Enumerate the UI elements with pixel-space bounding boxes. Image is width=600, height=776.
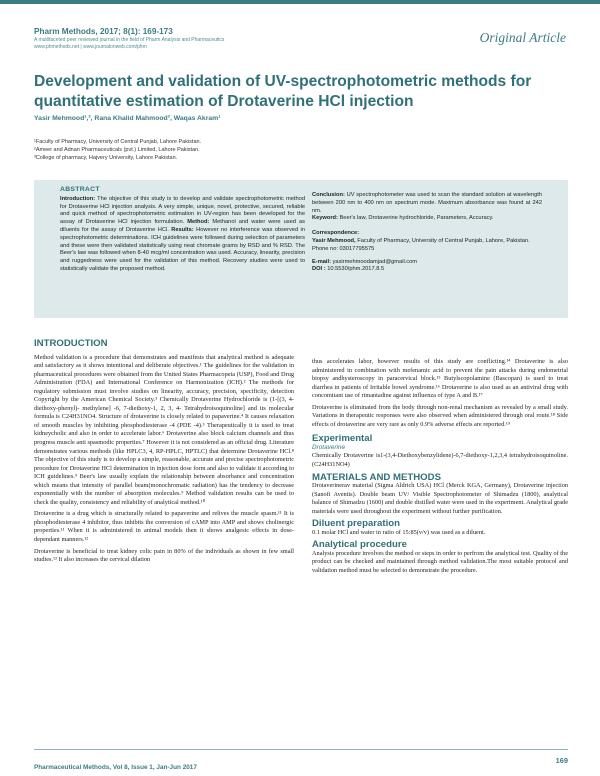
page-footer <box>34 749 568 774</box>
analytical-text: Analysis procedure involves the method or steps in order to perfrom the analytical test. Quality of the product can be checked and maintained through method validation.The most suitable protocol and validation method must be selected to demonstrate the procedure. <box>312 549 568 575</box>
keyword-text: Beer's law, Drotaverine hydrochloride, Parameters, Accuracy. <box>339 215 494 222</box>
footer-citation: Pharmaceutical Methods, Vol 8, Issue 1, Jan-Jun 2017 <box>34 764 197 771</box>
results-label: Results: <box>171 226 194 233</box>
diluent-text: 0.1 molar HCl and water in ratio of 15:85(v/v) was used as a diluent. <box>312 528 486 536</box>
email-link[interactable]: yasirmehmoodamjad@gmail.com <box>332 258 418 265</box>
intro-heading: INTRODUCTION <box>34 338 108 349</box>
method-label: Method: <box>187 219 210 226</box>
journal-citation: Pharm Methods, 2017; 8(1): 169-173 <box>34 27 173 36</box>
experimental-heading: Experimental <box>312 433 373 445</box>
right-column <box>312 358 568 579</box>
experimental-subheading: Drotaverine <box>312 443 346 451</box>
doi-link[interactable]: 10.5530/phm.2017.8.5 <box>327 266 385 273</box>
intro-paragraph-3: Drotaverine is beneficial to treat kidney colic pain in 80% of the individuals as shown in few small studies.¹³ It also increases the cervical dilation <box>34 547 294 564</box>
conclusion-text: UV spectrophotometer was used to scan the standard solution at wavelength between 200 nm to 400 nm on spectrum mode. Maximum absorbance was found at 242 nm. <box>312 192 542 214</box>
journal-url[interactable]: www.phmethods.net | www.journalonweb.com/phm <box>34 43 147 50</box>
affiliation-3: ³College of pharmacy, Hajvery University, Lahore Pakistan. <box>34 155 178 161</box>
author-list: Yasir Mehmood¹,², Rana Khalid Mahmood³, Waqas Akram¹ <box>34 115 221 122</box>
intro-paragraph-2: Drotaverine is a drug which is structurally related to papaverine and relives the muscle spasm.¹¹ It is phosphodiesterase 4 inhibitor, thus inhibits the conversion of cAMP into AMP and shows cholinergic properties.¹¹ When it is administered in animal models then it shows analgesic effects in dose-dependant manners.¹² <box>34 510 294 544</box>
journal-header <box>34 26 454 50</box>
article-type-badge: Original Article <box>479 30 566 45</box>
keyword-label: Keyword: <box>312 215 338 222</box>
top-rule <box>0 0 600 4</box>
corr-affiliation: Faculty of Pharmacy, University of Central Punjab, Lahore, Pakistan. <box>357 237 530 244</box>
results-text: However no interference was observed in spectrophotometric determinations. ICH guidelines were followed during selection of parameters and these were then validated statistically using neat chromate grams by RSD and % RSD. The Beer's law was followed when 8-40 mcg/ml concentration was used. Accuracy, linearity, precision and ruggedness were used for the validation of this method. Recovery studies were used to statistically validate the proposed method. <box>60 226 305 272</box>
abstract-heading: ABSTRACT <box>60 186 100 193</box>
conclusion-label: Conclusion: <box>312 192 345 198</box>
analytical-heading: Analytical procedure <box>312 539 407 551</box>
materials-heading: MATERIALS AND METHODS <box>312 471 441 483</box>
article-title: Development and validation of UV-spectrophotometric methods for quantitative estimation of Drotaverine HCl injection <box>34 73 532 110</box>
corr-phone: Phone no: 03017795575 <box>312 245 375 252</box>
abstract-box <box>34 180 568 318</box>
intro-text: The objective of this study is to develop and validate spectrophotometric method for Drotaverine HCl injection analysis. A very simple, unique, novel, protective, secured, reliable and quick method of spectrophotometric estimation in UV-region has been developed for the assay of Drotaverine HCl injection formulation. <box>60 195 305 226</box>
affiliation-2: ²Ameer and Adnan Pharmaceuticals (pvt.) Limited, Lahore Pakistan. <box>34 147 200 153</box>
abstract-right-column <box>312 192 542 274</box>
corr-name: Yasir Mehmood, <box>312 237 356 244</box>
diluent-heading: Diluent preparation <box>312 518 400 530</box>
journal-subline: A multifaceted peer reviewed journal in the field of Pharm Analysis and Pharmaceutics <box>34 37 225 43</box>
doi-label: DOI : <box>312 266 326 273</box>
affiliation-1: ¹Faculty of Pharmacy, University of Central Punjab, Lahore Pakistan. <box>34 139 202 145</box>
page-number: 169 <box>555 756 568 765</box>
intro-label: Introduction: <box>60 195 96 202</box>
abstract-left-column <box>60 186 305 274</box>
method-text: Methanol and water were used as diluents for the assay of Drotaverine HCl. <box>60 219 305 233</box>
affiliations <box>34 138 434 162</box>
email-label: E-mail: <box>312 258 331 265</box>
right-paragraph-1: thus accelerates labor, however results of this study are conflicting.¹⁴ Drotaverine is also administered in combination with mefenamic acid to prevent the pain attacks during endometrial biopsy andhysteroscopy in paracervical block.¹⁵ Butylscopolamine (Bascopan) is used to treat diarrhea in patients of Irritable bowel syndrome.¹⁶ Drotaverine is also used as an antiviral drug with concomitant use of rimantadine against influenza of type A and B.¹⁷ <box>312 358 568 400</box>
left-column <box>34 340 294 568</box>
right-paragraph-2: Drotaverine is eliminated from the body through non-renal mechanism as revealed by a small study. Variations in therapeutic responses were also observed when administered through oral route.¹⁸ Side effects of drotaverine are very rare as only 0.9% adverse effects are reported.¹⁹ <box>312 403 568 428</box>
intro-paragraph-1: Method validation is a procedure that demonstrates and manifests that analytical method is adequate and satisfactory as it shows intentional and deliberate objectives.¹ The guidelines for the validation in pharmaceutical procedures were obtained from the United States Pharmacopeia (USP), Food and Drug Administration (FDA) and International Conference on Harmonization (ICH).² The methods for regulatory submission must involve studies on linearity, accuracy, precision, specificity, detection Copyright by the American Chemical Society.³ Chemically Drotaverine Hydrochloride is (1-[(3, 4-diethoxy-phenyl)- methylene] -6, 7-diethoxy-1, 2, 3, 4- Tetrahydroisoquinoline] and its molecular formula is C24H31NO4. Structure of drotaverine is closely related to papaverine.⁴ It causes relaxation of smooth muscles by inhibiting phosphodiesterase -4 (PDE -4).⁵ Therapeutically it is used to treat kidneycholic and also in order to accelerate labor.⁶ Drotaverine also block calcium channels and thus progress muscle anti spasmodic properties.⁷ However it is not considered as an official drug. Literature demonstrates various methods (like HPLC3, 4, RP-HPLC, HPTLC) that determine Drotaverine HCl.⁸ The objective of this study is to develop a simple, reasonable, accurate and precise spectrophotometric procedure for Drotaverine HCl determination in injection dose form and also to validate it according to ICH guidelines.⁹ Beer's law usually explain the relationship between absorbance and concentration which means that intensity of parallel beam(monochromatic radiation) has the tendency to decrease exponentially with the number of absorption molecules.⁹ Method validation results can be used to check the quality, consistency and reliability of analytical method.¹⁰ <box>34 353 294 506</box>
experimental-text: Chemically Drotaverine is1-(3,4-Diethoxybenzylidene)-6,7-diethoxy-1,2,3,4 tetrahydroisoquinoline. (C24H31NO4) <box>312 452 568 469</box>
correspondence-heading: Correspondence: <box>312 230 360 237</box>
materials-text: Drotaverinerav material (Sigma Aldrich USA) HCl (Merck KGA, Germany), Drotaverine injection (Sanofi Aventis). Double beam UV/ Visible Spectrophotometer of Shimadzu (1800), analytical balance of Shimadzu (1600) and double distilled water were used in the experiment. Analytical grade materials were used throughout the experiment without further purification. <box>312 482 568 515</box>
